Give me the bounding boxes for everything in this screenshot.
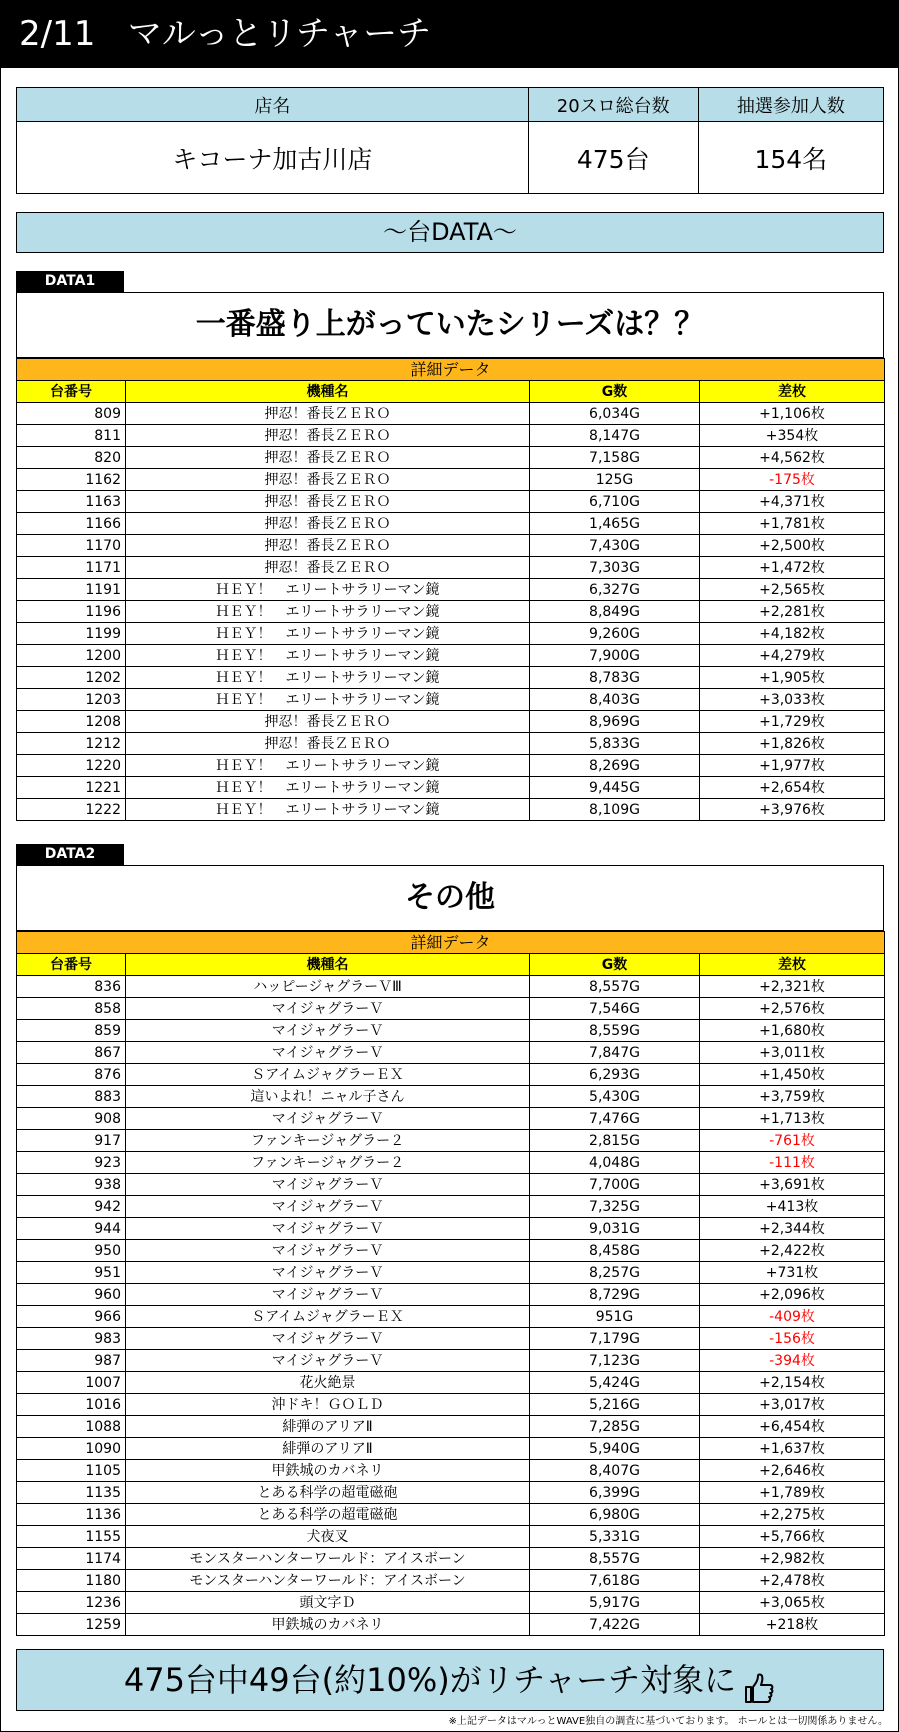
machine-number: 1220 [17, 755, 126, 777]
game-count: 8,458G [530, 1240, 700, 1262]
machine-name: ＨＥＹ！ エリートサラリーマン鏡 [126, 667, 530, 689]
machine-name: とある科学の超電磁砲 [126, 1504, 530, 1526]
game-count: 8,403G [530, 689, 700, 711]
section-title: ～台DATA～ [16, 212, 884, 253]
machine-name: ハッピージャグラーＶⅢ [126, 976, 530, 998]
machine-name: ＳアイムジャグラーＥＸ [126, 1064, 530, 1086]
table-row [17, 1438, 885, 1460]
machine-name: 押忍！番長ＺＥＲＯ [126, 491, 530, 513]
game-count: 5,424G [530, 1372, 700, 1394]
machine-name: 犬夜叉 [126, 1526, 530, 1548]
machine-number: 987 [17, 1350, 126, 1372]
data2-table [16, 931, 885, 1636]
game-count: 5,331G [530, 1526, 700, 1548]
machine-number: 1090 [17, 1438, 126, 1460]
summary-banner [16, 1649, 884, 1711]
machine-name: ＨＥＹ！ エリートサラリーマン鏡 [126, 623, 530, 645]
machine-name: マイジャグラーＶ [126, 1108, 530, 1130]
table-row [17, 1570, 885, 1592]
machine-name: 花火絶景 [126, 1372, 530, 1394]
table-row [17, 1460, 885, 1482]
medal-diff: +2,344枚 [700, 1218, 885, 1240]
game-count: 5,430G [530, 1086, 700, 1108]
machine-number: 942 [17, 1196, 126, 1218]
machine-number: 1135 [17, 1482, 126, 1504]
machine-number: 1171 [17, 557, 126, 579]
medal-diff: +2,096枚 [700, 1284, 885, 1306]
machine-name: 緋弾のアリアⅡ [126, 1438, 530, 1460]
machine-number: 1180 [17, 1570, 126, 1592]
machine-number: 1174 [17, 1548, 126, 1570]
game-count: 6,293G [530, 1064, 700, 1086]
game-count: 8,147G [530, 425, 700, 447]
machine-number: 951 [17, 1262, 126, 1284]
medal-diff: +2,422枚 [700, 1240, 885, 1262]
table-row [17, 1240, 885, 1262]
machine-number: 923 [17, 1152, 126, 1174]
machine-number: 1212 [17, 733, 126, 755]
machine-name: マイジャグラーＶ [126, 1218, 530, 1240]
machine-number: 859 [17, 1020, 126, 1042]
participants: 154名 [698, 122, 883, 194]
game-count: 7,476G [530, 1108, 700, 1130]
medal-diff: +2,565枚 [700, 579, 885, 601]
game-count: 8,559G [530, 1020, 700, 1042]
machine-number: 938 [17, 1174, 126, 1196]
table-row [17, 1416, 885, 1438]
table-row [17, 469, 885, 491]
machine-number: 1007 [17, 1372, 126, 1394]
table-row [17, 1592, 885, 1614]
game-count: 9,031G [530, 1218, 700, 1240]
medal-diff: +1,680枚 [700, 1020, 885, 1042]
game-count: 5,833G [530, 733, 700, 755]
medal-diff: +1,713枚 [700, 1108, 885, 1130]
medal-diff: +2,154枚 [700, 1372, 885, 1394]
machine-number: 1202 [17, 667, 126, 689]
table-row [17, 645, 885, 667]
machine-number: 1221 [17, 777, 126, 799]
game-count: 7,546G [530, 998, 700, 1020]
medal-diff: +1,977枚 [700, 755, 885, 777]
machine-number: 820 [17, 447, 126, 469]
medal-diff: +2,576枚 [700, 998, 885, 1020]
game-count: 8,257G [530, 1262, 700, 1284]
table-row [17, 667, 885, 689]
machine-name: ＨＥＹ！ エリートサラリーマン鏡 [126, 579, 530, 601]
game-count: 7,430G [530, 535, 700, 557]
medal-diff: +3,033枚 [700, 689, 885, 711]
game-count: 7,847G [530, 1042, 700, 1064]
table-row [17, 557, 885, 579]
table-row [17, 1350, 885, 1372]
table-row [17, 1130, 885, 1152]
machine-name: ファンキージャグラー２ [126, 1130, 530, 1152]
machine-name: ＳアイムジャグラーＥＸ [126, 1306, 530, 1328]
machine-name: ＨＥＹ！ エリートサラリーマン鏡 [126, 645, 530, 667]
table-row [17, 777, 885, 799]
machine-number: 950 [17, 1240, 126, 1262]
medal-diff: +3,065枚 [700, 1592, 885, 1614]
table-row [17, 799, 885, 821]
data2-col-machine: 機種名 [126, 954, 530, 976]
machine-name: 押忍！番長ＺＥＲＯ [126, 733, 530, 755]
machine-number: 1155 [17, 1526, 126, 1548]
machine-number: 876 [17, 1064, 126, 1086]
table-row [17, 1306, 885, 1328]
machine-name: 這いよれ！ニャル子さん [126, 1086, 530, 1108]
machine-number: 858 [17, 998, 126, 1020]
medal-diff: +3,691枚 [700, 1174, 885, 1196]
participants-header: 抽選参加人数 [698, 88, 883, 122]
machine-name: ＨＥＹ！ エリートサラリーマン鏡 [126, 799, 530, 821]
medal-diff: +1,826枚 [700, 733, 885, 755]
machine-number: 1163 [17, 491, 126, 513]
table-row [17, 491, 885, 513]
medal-diff: -156枚 [700, 1328, 885, 1350]
data1-col-machine: 機種名 [126, 381, 530, 403]
game-count: 5,216G [530, 1394, 700, 1416]
medal-diff: +3,017枚 [700, 1394, 885, 1416]
table-row [17, 1196, 885, 1218]
game-count: 7,700G [530, 1174, 700, 1196]
game-count: 6,980G [530, 1504, 700, 1526]
game-count: 8,109G [530, 799, 700, 821]
game-count: 2,815G [530, 1130, 700, 1152]
data1-detail-label: 詳細データ [17, 359, 885, 381]
header-bar [1, 1, 898, 68]
game-count: 9,445G [530, 777, 700, 799]
data2-col-diff: 差枚 [700, 954, 885, 976]
machine-name: マイジャグラーＶ [126, 1020, 530, 1042]
table-row [17, 1394, 885, 1416]
machine-number: 1191 [17, 579, 126, 601]
medal-diff: -111枚 [700, 1152, 885, 1174]
machine-name: マイジャグラーＶ [126, 1196, 530, 1218]
table-row [17, 1548, 885, 1570]
store-name: キコーナ加古川店 [17, 122, 529, 194]
medal-diff: -761枚 [700, 1130, 885, 1152]
header-date: 2/11 [19, 14, 96, 54]
table-row [17, 1262, 885, 1284]
data2-col-number: 台番号 [17, 954, 126, 976]
table-row [17, 1086, 885, 1108]
table-row [17, 425, 885, 447]
machine-number: 1136 [17, 1504, 126, 1526]
medal-diff: +1,789枚 [700, 1482, 885, 1504]
table-row [17, 1614, 885, 1636]
machine-number: 1236 [17, 1592, 126, 1614]
table-row [17, 403, 885, 425]
game-count: 7,900G [530, 645, 700, 667]
game-count: 7,422G [530, 1614, 700, 1636]
machine-number: 1088 [17, 1416, 126, 1438]
table-row [17, 998, 885, 1020]
machine-number: 811 [17, 425, 126, 447]
machine-name: 頭文字Ｄ [126, 1592, 530, 1614]
machine-number: 1200 [17, 645, 126, 667]
medal-diff: +2,646枚 [700, 1460, 885, 1482]
machine-name: ＨＥＹ！ エリートサラリーマン鏡 [126, 755, 530, 777]
machine-number: 1162 [17, 469, 126, 491]
table-row [17, 1526, 885, 1548]
disclaimer: ※上記データはマルっとWAVE独自の調査に基づいております。 ホールとは一切関係ありません。 [448, 1716, 888, 1727]
medal-diff: +4,562枚 [700, 447, 885, 469]
table-row [17, 1482, 885, 1504]
machine-name: ＨＥＹ！ エリートサラリーマン鏡 [126, 689, 530, 711]
medal-diff: +2,654枚 [700, 777, 885, 799]
game-count: 7,325G [530, 1196, 700, 1218]
medal-diff: +2,500枚 [700, 535, 885, 557]
machine-number: 908 [17, 1108, 126, 1130]
machine-name: 押忍！番長ＺＥＲＯ [126, 711, 530, 733]
game-count: 8,407G [530, 1460, 700, 1482]
total-machines: 475台 [528, 122, 698, 194]
machine-number: 1222 [17, 799, 126, 821]
table-row [17, 1152, 885, 1174]
table-row [17, 1020, 885, 1042]
medal-diff: +1,106枚 [700, 403, 885, 425]
game-count: 5,940G [530, 1438, 700, 1460]
table-row [17, 601, 885, 623]
game-count: 7,618G [530, 1570, 700, 1592]
medal-diff: +4,371枚 [700, 491, 885, 513]
machine-number: 966 [17, 1306, 126, 1328]
game-count: 5,917G [530, 1592, 700, 1614]
medal-diff: +1,905枚 [700, 667, 885, 689]
machine-number: 1208 [17, 711, 126, 733]
medal-diff: +218枚 [700, 1614, 885, 1636]
medal-diff: +2,321枚 [700, 976, 885, 998]
machine-name: モンスターハンターワールド：アイスボーン [126, 1570, 530, 1592]
medal-diff: +2,982枚 [700, 1548, 885, 1570]
machine-name: 押忍！番長ＺＥＲＯ [126, 469, 530, 491]
medal-diff: +1,781枚 [700, 513, 885, 535]
machine-name: ＨＥＹ！ エリートサラリーマン鏡 [126, 601, 530, 623]
machine-name: マイジャグラーＶ [126, 1284, 530, 1306]
summary-text: 475台中49台(約10%)がリチャーチ対象に [123, 1661, 737, 1699]
machine-number: 983 [17, 1328, 126, 1350]
game-count: 7,123G [530, 1350, 700, 1372]
machine-name: とある科学の超電磁砲 [126, 1482, 530, 1504]
medal-diff: +3,976枚 [700, 799, 885, 821]
game-count: 6,327G [530, 579, 700, 601]
table-row [17, 579, 885, 601]
machine-number: 1016 [17, 1394, 126, 1416]
medal-diff: -175枚 [700, 469, 885, 491]
machine-name: ファンキージャグラー２ [126, 1152, 530, 1174]
medal-diff: +1,472枚 [700, 557, 885, 579]
game-count: 6,034G [530, 403, 700, 425]
machine-number: 960 [17, 1284, 126, 1306]
machine-name: マイジャグラーＶ [126, 1328, 530, 1350]
machine-number: 1105 [17, 1460, 126, 1482]
data1-rows [17, 403, 885, 821]
machine-name: モンスターハンターワールド：アイスボーン [126, 1548, 530, 1570]
data2-label: DATA2 [16, 844, 124, 865]
game-count: 8,557G [530, 976, 700, 998]
data1-heading: 一番盛り上がっていたシリーズは？？ [16, 292, 884, 358]
table-row [17, 1218, 885, 1240]
medal-diff: +1,450枚 [700, 1064, 885, 1086]
machine-name: 押忍！番長ＺＥＲＯ [126, 535, 530, 557]
machine-number: 836 [17, 976, 126, 998]
medal-diff: +3,011枚 [700, 1042, 885, 1064]
machine-number: 1170 [17, 535, 126, 557]
medal-diff: +2,275枚 [700, 1504, 885, 1526]
table-row [17, 447, 885, 469]
game-count: 7,158G [530, 447, 700, 469]
table-row [17, 513, 885, 535]
machine-number: 1259 [17, 1614, 126, 1636]
table-row [17, 1064, 885, 1086]
data2-detail-label: 詳細データ [17, 932, 885, 954]
machine-name: 甲鉄城のカバネリ [126, 1460, 530, 1482]
machine-number: 809 [17, 403, 126, 425]
medal-diff: +731枚 [700, 1262, 885, 1284]
store-name-header: 店名 [17, 88, 529, 122]
medal-diff: +413枚 [700, 1196, 885, 1218]
machine-name: マイジャグラーＶ [126, 1240, 530, 1262]
table-row [17, 1042, 885, 1064]
thumbs-up-icon [742, 1665, 776, 1699]
data1-label: DATA1 [16, 271, 124, 292]
medal-diff: +5,766枚 [700, 1526, 885, 1548]
machine-name: マイジャグラーＶ [126, 1350, 530, 1372]
machine-number: 1196 [17, 601, 126, 623]
game-count: 8,729G [530, 1284, 700, 1306]
header-title: マルっとリチャーチ [127, 14, 432, 54]
machine-number: 867 [17, 1042, 126, 1064]
machine-name: 押忍！番長ＺＥＲＯ [126, 513, 530, 535]
total-machines-header: 20スロ総台数 [528, 88, 698, 122]
table-row [17, 755, 885, 777]
table-row [17, 1174, 885, 1196]
table-row [17, 733, 885, 755]
table-row [17, 1108, 885, 1130]
medal-diff: +2,281枚 [700, 601, 885, 623]
medal-diff: +354枚 [700, 425, 885, 447]
machine-name: ＨＥＹ！ エリートサラリーマン鏡 [126, 777, 530, 799]
table-row [17, 689, 885, 711]
machine-name: 押忍！番長ＺＥＲＯ [126, 425, 530, 447]
data1-col-games: G数 [530, 381, 700, 403]
medal-diff: +3,759枚 [700, 1086, 885, 1108]
machine-number: 1203 [17, 689, 126, 711]
data1-table [16, 358, 885, 821]
machine-name: 押忍！番長ＺＥＲＯ [126, 447, 530, 469]
table-row [17, 1284, 885, 1306]
medal-diff: -409枚 [700, 1306, 885, 1328]
game-count: 125G [530, 469, 700, 491]
machine-name: 緋弾のアリアⅡ [126, 1416, 530, 1438]
data2-rows [17, 976, 885, 1636]
game-count: 8,269G [530, 755, 700, 777]
game-count: 7,179G [530, 1328, 700, 1350]
machine-name: マイジャグラーＶ [126, 998, 530, 1020]
game-count: 7,285G [530, 1416, 700, 1438]
game-count: 8,969G [530, 711, 700, 733]
machine-name: 押忍！番長ＺＥＲＯ [126, 403, 530, 425]
medal-diff: +2,478枚 [700, 1570, 885, 1592]
machine-name: 沖ドキ！ＧＯＬＤ [126, 1394, 530, 1416]
game-count: 1,465G [530, 513, 700, 535]
data2-heading: その他 [16, 865, 884, 931]
store-info-table [16, 87, 884, 194]
machine-name: 押忍！番長ＺＥＲＯ [126, 557, 530, 579]
game-count: 9,260G [530, 623, 700, 645]
table-row [17, 535, 885, 557]
table-row [17, 1504, 885, 1526]
machine-name: マイジャグラーＶ [126, 1174, 530, 1196]
medal-diff: +1,729枚 [700, 711, 885, 733]
machine-number: 883 [17, 1086, 126, 1108]
medal-diff: +4,279枚 [700, 645, 885, 667]
game-count: 8,849G [530, 601, 700, 623]
game-count: 8,557G [530, 1548, 700, 1570]
machine-number: 1199 [17, 623, 126, 645]
game-count: 951G [530, 1306, 700, 1328]
medal-diff: -394枚 [700, 1350, 885, 1372]
table-row [17, 711, 885, 733]
machine-number: 1166 [17, 513, 126, 535]
table-row [17, 976, 885, 998]
data1-col-number: 台番号 [17, 381, 126, 403]
machine-name: マイジャグラーＶ [126, 1042, 530, 1064]
game-count: 8,783G [530, 667, 700, 689]
machine-name: マイジャグラーＶ [126, 1262, 530, 1284]
medal-diff: +4,182枚 [700, 623, 885, 645]
table-row [17, 1328, 885, 1350]
game-count: 6,399G [530, 1482, 700, 1504]
game-count: 7,303G [530, 557, 700, 579]
game-count: 4,048G [530, 1152, 700, 1174]
medal-diff: +1,637枚 [700, 1438, 885, 1460]
table-row [17, 1372, 885, 1394]
machine-name: 甲鉄城のカバネリ [126, 1614, 530, 1636]
machine-number: 917 [17, 1130, 126, 1152]
table-row [17, 623, 885, 645]
machine-number: 944 [17, 1218, 126, 1240]
game-count: 6,710G [530, 491, 700, 513]
data1-col-diff: 差枚 [700, 381, 885, 403]
data2-col-games: G数 [530, 954, 700, 976]
medal-diff: +6,454枚 [700, 1416, 885, 1438]
